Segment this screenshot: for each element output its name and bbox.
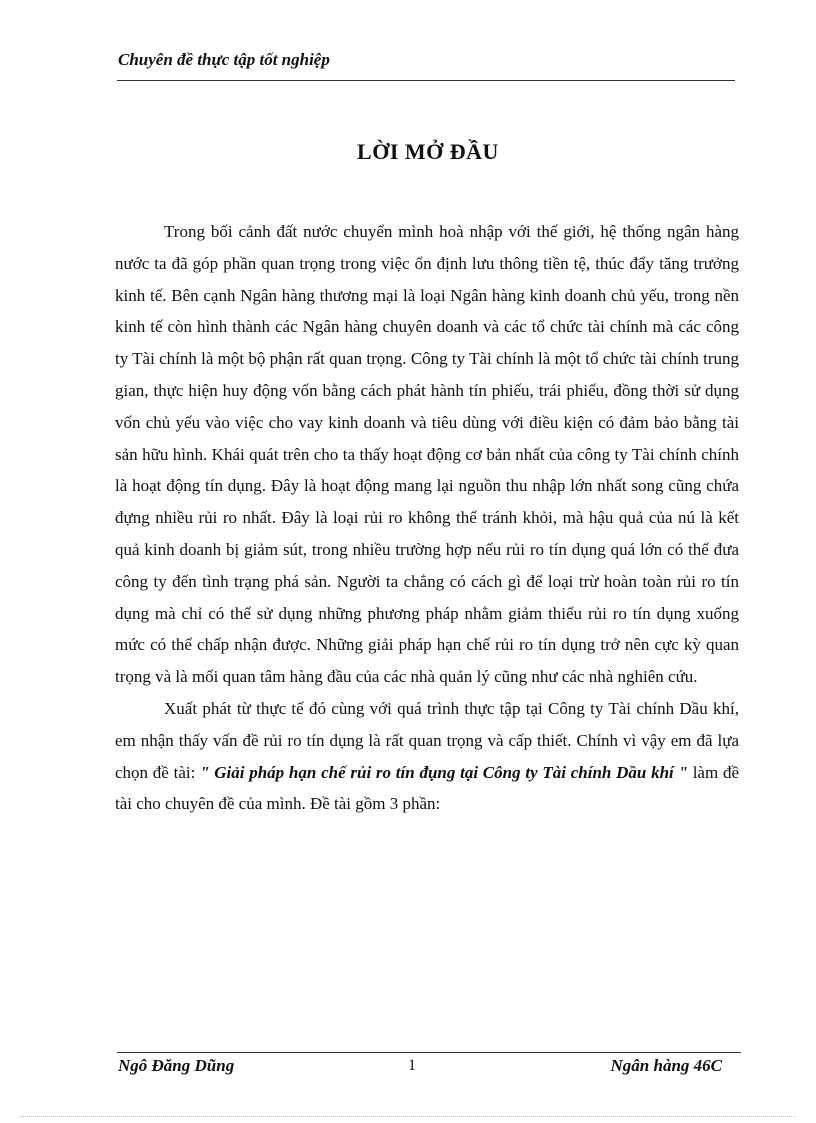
header-title: Chuyên đề thực tập tốt nghiệp <box>118 50 330 69</box>
footer-class: Ngân hàng 46C <box>610 1056 722 1075</box>
paragraph-2-end: làm đề tài cho chuyên đề của mình. Đề tài gồm 3 phần: <box>115 762 739 814</box>
paragraph-2-intro: Xuất phát từ thực tế đó cùng với quá trình thực tập tại Công ty Tài chính Dầu khí, em nhận thấy vấn đề rủi ro tín dụng là rất quan trọng và cấp thiết. Chính vì vậy em đã lựa chọn đề tài: <box>115 698 739 782</box>
page-edge-divider <box>20 1116 796 1117</box>
footer-divider <box>117 1052 741 1053</box>
paragraph-2 <box>115 693 739 820</box>
page-number: 1 <box>408 1057 416 1074</box>
header-divider <box>117 80 735 81</box>
page-title: LỜI MỞ ĐẦU <box>357 139 499 164</box>
paragraph-1: Trong bối cảnh đất nước chuyển mình hoà nhập với thế giới, hệ thống ngân hàng nước ta đã góp phần quan trọng trong việc ổn định lưu thông tiền tệ, thúc đẩy tăng trưởng kinh tế. Bên cạnh Ngân hàng thương mại là loại Ngân hàng kinh doanh chủ yếu, trong nền kinh tế còn hình thành các Ngân hàng chuyên doanh và các tổ chức tài chính mà các công ty Tài chính là một bộ phận rất quan trọng. Công ty Tài chính là một tổ chức tài chính trung gian, thực hiện huy động vốn bằng cách phát hành tín phiếu, trái phiếu, đồng thời sử dụng vốn chủ yếu vào việc cho vay kinh doanh và tiêu dùng với điều kiện có đảm bảo bằng tài sản hữu hình. Khái quát trên cho ta thấy hoạt động cơ bản nhất của công ty Tài chính chính là hoạt động tín dụng. Đây là hoạt động mang lại nguồn thu nhập lớn nhất song cũng chứa đựng nhiều rủi ro nhất. Đây là loại rủi ro không thể tránh khỏi, mà hậu quả của nú là kết quả kinh doanh bị giảm sút, trong nhiều trường hợp nếu rủi ro tín dụng quá lớn có thể đưa công ty đến tình trạng phá sản. Người ta chẳng có cách gì để loại trừ hoàn toàn rủi ro tín dụng mà chỉ có thể sử dụng những phương pháp nhằm giảm thiểu rủi ro tín dụng xuống mức có thể chấp nhận được. Những giải pháp hạn chế rủi ro tín dụng trở nên cực kỳ quan trọng và là mối quan tâm hàng đầu của các nhà quản lý cũng như các nhà nghiên cứu. <box>115 222 739 687</box>
footer-author: Ngô Đăng Dũng <box>118 1056 235 1075</box>
body-text <box>115 216 739 820</box>
thesis-topic: " Giải pháp hạn chế rủi ro tín đụng tại Công ty Tài chính Dầu khí " <box>200 762 688 782</box>
